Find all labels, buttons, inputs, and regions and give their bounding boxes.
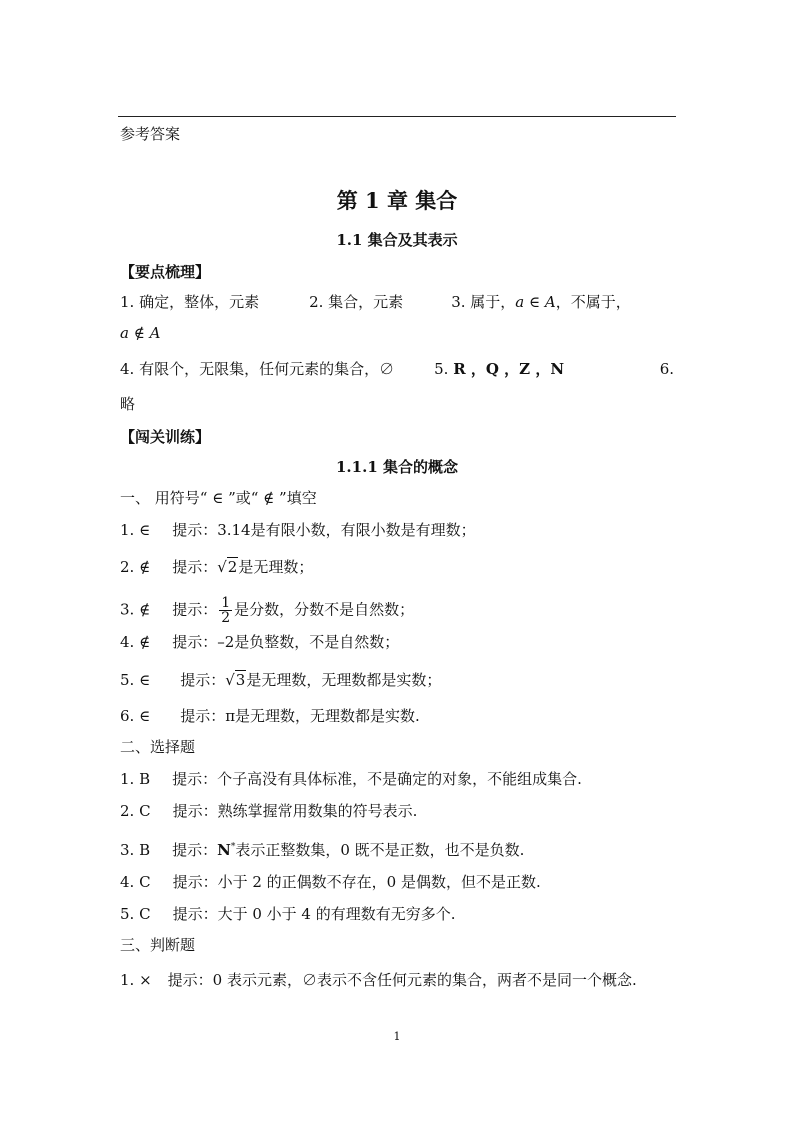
yaodian-line-1-c: 3. 属于， [451,293,516,311]
part1-item-6-num: 6. ∈ [120,707,151,725]
yaodian-line-4: 略 [120,395,136,413]
part2-item-5-num: 5. C [120,905,151,923]
part2-item-5-hint: 提示：大于 0 小于 4 的有理数有无穷多个. [172,905,456,923]
part2-item-3 [120,837,524,860]
part1-item-2 [120,557,313,577]
part1-item-4-hint: 提示：–2是负整数，不是自然数； [172,633,400,651]
part2-item-3-hint-pre: 提示： [172,841,218,859]
chuangguan-heading: 【闯关训练】 [120,428,211,446]
yaodian-line-1-b: 2. 集合，元素 [309,293,404,311]
part1-item-2-hint-pre: 提示： [172,558,218,576]
sqrt-symbol: √3 [225,671,246,689]
fraction [219,596,232,625]
part1-item-2-num: 2. ∉ [120,558,151,576]
yaodian-line-2: a ∉ A [120,324,161,342]
fraction-denominator: 2 [221,610,231,626]
part1-item-5-hint-pre: 提示： [180,671,226,689]
natural-set-symbol: N [217,841,231,859]
sqrt-symbol: √2 [217,558,238,576]
part1-item-6 [120,706,420,726]
yaodian-line-3-a: 4. 有限个，无限集，任何元素的集合，∅ [120,360,395,378]
part2-item-2-num: 2. C [120,802,151,820]
part1-item-4-num: 4. ∉ [120,633,151,651]
yaodian-line-3 [120,359,674,379]
fraction-numerator: 1 [221,595,231,611]
yaodian-heading: 【要点梳理】 [120,263,211,281]
part1-item-2-radicand: 2 [227,558,238,576]
part1-item-1-num: 1. ∈ [120,521,151,539]
part2-item-4-num: 4. C [120,873,151,891]
part2-item-3-hint-post: 表示正整数集，0 既不是正数，也不是负数. [235,841,525,859]
part1-item-5-radicand: 3 [235,671,246,689]
part2-item-1-num: 1. B [120,770,151,788]
part2-item-1-hint: 提示：个子高没有具体标准，不是确定的对象，不能组成集合. [172,770,582,788]
part2-item-4-hint: 提示：小于 2 的正偶数不存在，0 是偶数，但不是正数. [172,873,541,891]
part2-item-1 [120,769,582,789]
page-number: 1 [393,1030,401,1043]
part1-item-6-hint: 提示：π是无理数，无理数都是实数. [180,707,420,725]
part1-item-4 [120,632,399,652]
natural-set-superscript: * [230,842,236,852]
part3-item-1-num: 1. × [120,971,152,989]
part2-item-2-hint: 提示：熟练掌握常用数集的符号表示. [172,802,418,820]
header-label: 参考答案 [120,125,181,143]
yaodian-line-3-sets: R ，Q ，Z ，N [453,360,565,378]
yaodian-line-1-math: a ∈ A [515,293,556,311]
part1-item-5-hint-post: 是无理数，无理数都是实数； [246,671,442,689]
part1-item-5-num: 5. ∈ [120,671,151,689]
part1-item-3-num: 3. ∉ [120,600,151,619]
section-title: 1.1 集合及其表示 [336,231,458,249]
yaodian-line-1-a: 1. 确定，整体，元素 [120,293,260,311]
part3-item-1-hint: 提示：0 表示元素，∅表示不含任何元素的集合，两者不是同一个概念. [167,971,637,989]
part2-item-5 [120,904,456,924]
yaodian-line-1 [120,292,631,312]
chapter-title: 第 1 章 集合 [336,188,458,213]
yaodian-line-3-c: 6. [659,360,674,378]
yaodian-line-3-b: 5. [434,360,454,378]
part1-item-3-hint-post: 是分数，分数不是自然数； [234,600,415,619]
part3-item-1 [120,970,637,990]
part2-item-4 [120,872,541,892]
part2-title: 二、选择题 [120,738,196,756]
header-rule [118,116,676,117]
part1-item-5 [120,670,441,690]
part1-item-2-hint-post: 是无理数； [238,558,314,576]
part1-item-3-hint-pre: 提示： [172,600,218,619]
part1-item-1-hint: 提示：3.14是有限小数，有限小数是有理数； [172,521,476,539]
subsection-title: 1.1.1 集合的概念 [336,458,458,476]
part1-item-1 [120,520,476,540]
part2-item-2 [120,801,417,821]
part1-title: 一、 用符号“ ∈ ”或“ ∉ ”填空 [120,489,317,507]
part1-item-3 [120,596,414,625]
part3-title: 三、判断题 [120,936,196,954]
part2-item-3-num: 3. B [120,841,151,859]
yaodian-line-1-tail: ，不属于， [555,293,631,311]
